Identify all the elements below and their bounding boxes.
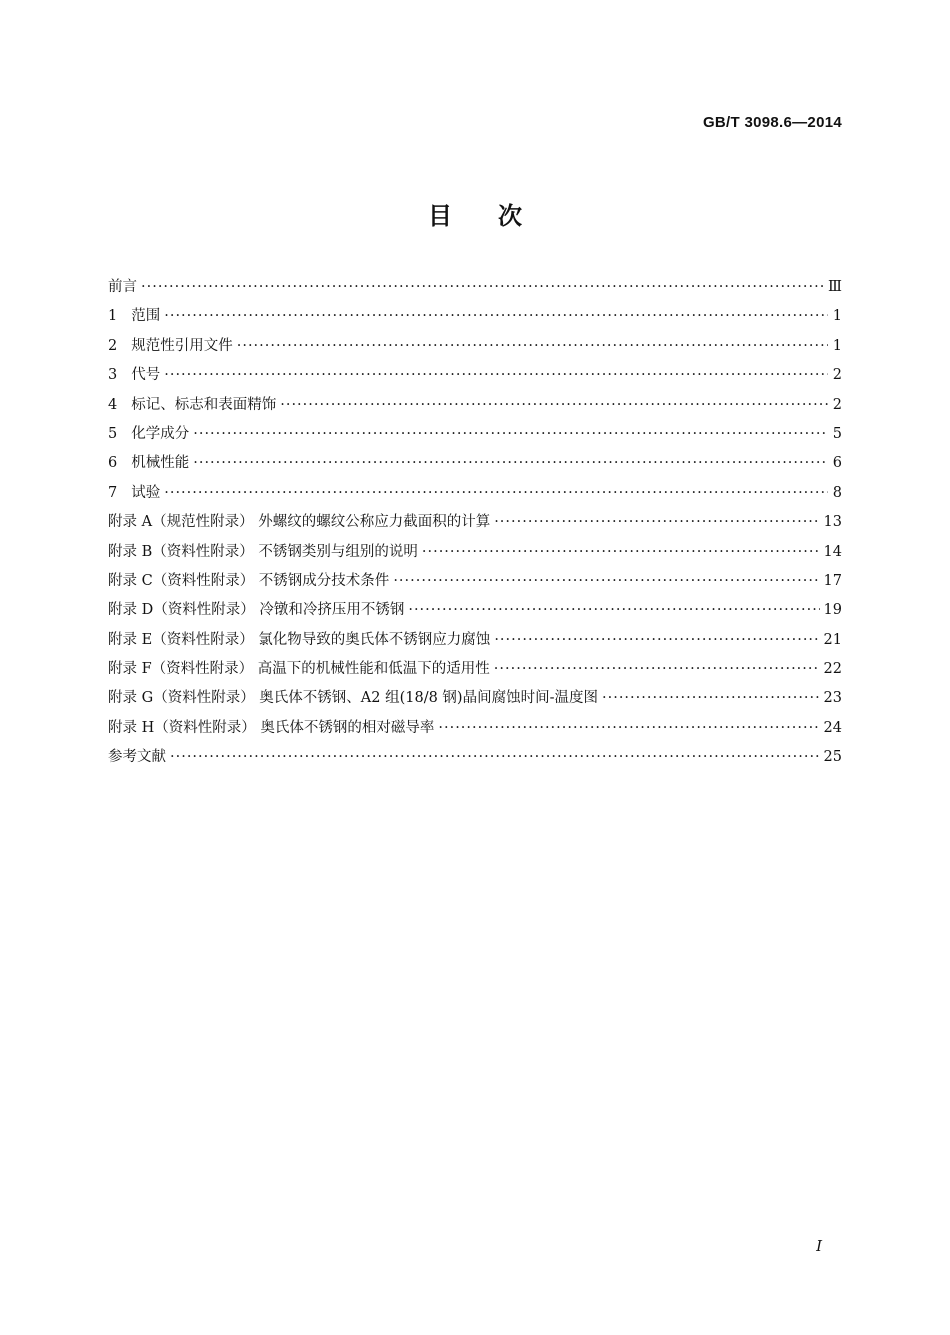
toc-entry-page: 2	[832, 396, 842, 413]
toc-leader	[280, 391, 828, 420]
toc-leader	[494, 626, 819, 655]
toc-leader	[438, 714, 819, 743]
toc-entry-label: 附录 A（规范性附录） 外螺纹的螺纹公称应力截面积的计算	[108, 514, 491, 531]
toc-leader	[164, 302, 828, 331]
toc-entry[interactable]	[108, 596, 842, 625]
toc-entry-number: 7	[108, 484, 118, 501]
toc-entry-number: 4	[108, 396, 118, 413]
toc-entry[interactable]	[108, 332, 842, 361]
toc-entry-label: 附录 G（资料性附录） 奥氏体不锈钢、A2 组(18/8 钢)晶间腐蚀时间-温度图	[108, 690, 598, 707]
page-title: 目次	[428, 201, 568, 230]
toc-leader	[170, 743, 820, 772]
toc-entry[interactable]	[108, 449, 842, 478]
toc-entry[interactable]	[108, 508, 842, 537]
toc-entry-label: 范围	[131, 308, 161, 325]
toc-entry-page: 17	[823, 572, 842, 589]
toc-leader	[141, 273, 824, 302]
toc-leader	[494, 508, 819, 537]
toc-entry-page: 25	[823, 749, 842, 766]
toc-leader	[494, 655, 820, 684]
toc-entry[interactable]	[108, 684, 842, 713]
page-number: I	[816, 1237, 822, 1255]
toc-entry-page: Ⅲ	[828, 279, 842, 295]
toc-entry-label: 附录 C（资料性附录） 不锈钢成分技术条件	[108, 572, 390, 589]
toc-entry-page: 23	[823, 690, 842, 707]
toc-entry-number: 5	[108, 425, 118, 442]
toc-entry-label: 试验	[131, 484, 161, 501]
toc-entry-number: 2	[108, 337, 118, 354]
toc-entry[interactable]	[108, 538, 842, 567]
toc-leader	[393, 567, 819, 596]
toc-entry-number: 6	[108, 455, 118, 472]
toc-entry[interactable]	[108, 391, 842, 420]
toc-entry-page: 14	[823, 543, 842, 560]
toc-entry-label: 前言	[108, 279, 137, 295]
toc-entry-label: 参考文献	[108, 749, 166, 766]
toc-entry-page: 21	[823, 631, 842, 648]
toc-leader	[193, 449, 828, 478]
toc-entry-label: 标记、标志和表面精饰	[131, 396, 277, 413]
toc-entry-page: 22	[823, 661, 842, 678]
toc-entry[interactable]	[108, 273, 842, 302]
toc-leader	[193, 420, 828, 449]
toc-leader	[602, 684, 820, 713]
toc-entry-label: 规范性引用文件	[131, 337, 233, 354]
toc-entry[interactable]	[108, 626, 842, 655]
toc-entry-label: 附录 F（资料性附录） 高温下的机械性能和低温下的适用性	[108, 661, 490, 678]
toc-entry-page: 13	[823, 514, 842, 531]
toc-entry[interactable]	[108, 714, 842, 743]
toc-entry-page: 1	[832, 337, 842, 354]
toc-entry-label: 附录 D（资料性附录） 冷镦和冷挤压用不锈钢	[108, 602, 405, 619]
toc-entry-label: 附录 B（资料性附录） 不锈钢类别与组别的说明	[108, 543, 418, 560]
toc-entry-number: 1	[108, 308, 118, 325]
toc-leader	[164, 361, 828, 390]
standard-code: GB/T 3098.6—2014	[702, 114, 842, 131]
table-of-contents	[108, 273, 842, 773]
toc-leader	[408, 596, 819, 625]
toc-entry-page: 24	[823, 719, 842, 736]
toc-entry[interactable]	[108, 655, 842, 684]
toc-entry-label: 附录 H（资料性附录） 奥氏体不锈钢的相对磁导率	[108, 719, 435, 736]
toc-leader	[422, 538, 820, 567]
toc-entry-label: 机械性能	[131, 455, 190, 472]
toc-entry-label: 代号	[131, 367, 161, 384]
toc-entry-label: 附录 E（资料性附录） 氯化物导致的奥氏体不锈钢应力腐蚀	[108, 631, 491, 648]
toc-entry-label: 化学成分	[131, 425, 190, 442]
toc-entry-number: 3	[108, 367, 118, 384]
toc-entry-page: 1	[832, 308, 842, 325]
toc-entry[interactable]	[108, 420, 842, 449]
toc-entry[interactable]	[108, 302, 842, 331]
toc-entry[interactable]	[108, 567, 842, 596]
toc-leader	[164, 479, 828, 508]
toc-entry[interactable]	[108, 743, 842, 772]
toc-entry-page: 5	[832, 425, 842, 442]
toc-entry-page: 8	[832, 484, 842, 501]
toc-entry-page: 19	[823, 602, 842, 619]
toc-entry-page: 6	[832, 455, 842, 472]
toc-leader	[237, 332, 828, 361]
toc-entry[interactable]	[108, 479, 842, 508]
toc-entry[interactable]	[108, 361, 842, 390]
toc-entry-page: 2	[832, 367, 842, 384]
